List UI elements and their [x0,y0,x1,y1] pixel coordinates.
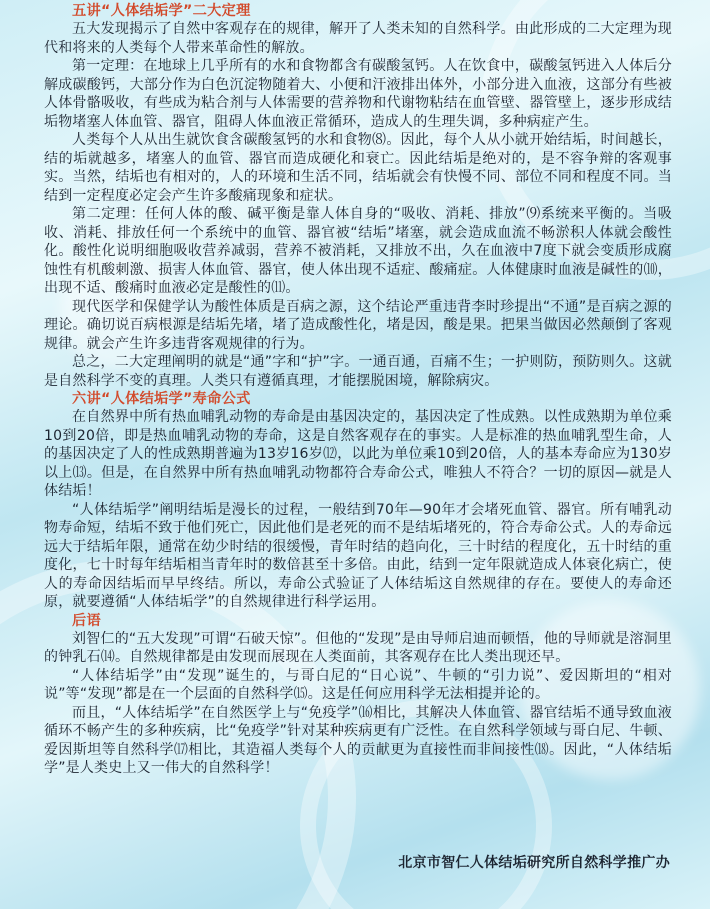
section5-paragraph: 人类每个人从出生就饮食含碳酸氢钙的水和食物⑻。因此，每个人从小就开始结垢，时间越长，结的垢就越多，堵塞人的血管、器官而造成硬化和衰亡。因此结垢是绝对的，是不容争辩的客观事实。当然，结垢也有相对的，人的环境和生活不同，结垢就会有快慢不同、部位不同和程度不同。当结到一定程度必定会产生许多酸痛现象和症状。 [44,132,672,204]
section6-paragraph: “人体结垢学”阐明结垢是漫长的过程，一般结到70年—90年才会堵死血管、器官。所有哺乳动物寿命短，结垢不致于他们死亡，因此他们是老死的而不是结垢堵死的，符合寿命公式。人的寿命远远大于结垢年限，通常在幼少时结的很缓慢，青年时结的趋向化，三十时结的程度化，五十时结的重度化，七十时每年结垢相当青年时的数倍甚至十多倍。由此，结到一定年限就造成人体衰化病亡，使人的寿命因结垢而早早终结。所以，寿命公式验证了人体结垢这自然规律的存在。要使人的寿命还原，就要遵循“人体结垢学”的自然规律进行科学运用。 [44,501,672,610]
section5-paragraph: 总之，二大定理阐明的就是“通”字和“护”字。一通百通，百痛不生；一护则防，预防则久。这就是自然科学不变的真理。人类只有遵循真理，才能摆脱困境，解除病灾。 [44,354,672,389]
section5-paragraph: 现代医学和保健学认为酸性体质是百病之源，这个结论严重违背李时珍提出“不通”是百病之源的理论。确切说百病根源是结垢先堵，堵了造成酸性化，堵是因，酸是果。把果当做因必然颠倒了客观规律。就会产生许多违背客观规律的行为。 [44,298,672,352]
afterword-paragraph: “人体结垢学”由“发现”诞生的，与哥白尼的“日心说”、牛顿的“引力说”、爱因斯坦的“相对说”等“发现”都是在一个层面的自然科学⒂。这是任何应用科学无法相提并论的。 [44,667,672,702]
section5-paragraph: 第二定理：任何人体的酸、碱平衡是靠人体自身的“吸收、消耗、排放”⑼系统来平衡的。当吸收、消耗、排放任何一个系统中的血管、器官被“结垢”堵塞，就会造成血流不畅淤积人体就会酸性化。酸性化说明细胞吸收营养减弱，营养不被消耗，又排放不出，久在血液中7度下就会变质形成腐蚀性有机酸刺激、损害人体血管、器官，使人体出现不适症、酸痛症。人体健康时血液是碱性的⑽，出现不适、酸痛时血液必定是酸性的⑾。 [44,206,672,296]
afterword-heading: 后语 [72,612,101,629]
signature: 北京市智仁人体结垢研究所自然科学推广办 [398,855,670,871]
section6-heading: 六讲“人体结垢学”寿命公式 [72,391,251,407]
afterword-paragraph: 而且，“人体结垢学”在自然医学上与“免疫学”⒃相比，其解决人体血管、器官结垢不通导致血液循环不畅产生的多种疾病，比“免疫学”针对某种疾病更有广泛性。在自然科学领域与哥白尼、牛顿、爱因斯坦等自然科学⒄相比，其造福人类每个人的贡献更为直接性而非间接性⒅。因此，“人体结垢学”是人类史上又一伟大的自然科学！ [44,704,672,776]
section5-paragraph: 五大发现揭示了自然中客观存在的规律，解开了人类未知的自然科学。由此形成的二大定理为现代和将来的人类每个人带来革命性的解放。 [44,21,672,56]
section6-paragraph: 在自然界中所有热血哺乳动物的寿命是由基因决定的，基因决定了性成熟。以性成熟期为单位乘10到20倍，即是热血哺乳动物的寿命，这是自然客观存在的事实。人是标准的热血哺乳型生命，人的基因决定了人的性成熟期普遍为13岁16岁⑿，以此为单位乘10到20倍，人的基本寿命应为130岁以上⒀。但是，在自然界中所有热血哺乳动物都符合寿命公式，唯独人不符合？一切的原因—就是人体结垢！ [44,409,672,499]
afterword-paragraph: 刘智仁的“五大发现”可谓“石破天惊”。但他的“发现”是由导师启迪而顿悟，他的导师就是溶洞里的钟乳石⒁。自然规律都是由发现而展现在人类面前，其客观存在比人类出现还早。 [44,630,672,665]
section5-paragraph: 第一定理：在地球上几乎所有的水和食物都含有碳酸氢钙。人在饮食中，碳酸氢钙进入人体后分解成碳酸钙，大部分作为白色沉淀物随着大、小便和汗液排出体外，小部分进入血液，这部分有些被人体骨骼吸收，有些成为粘合剂与人体需要的营养物和代谢物粘结在血管壁、器管壁上，逐步形成结垢物堵塞人体血管、器官，阻碍人体血液正常循环，造成人的生理失调，多种病症产生。 [44,58,672,130]
section5-heading: 五讲“人体结垢学”二大定理 [72,3,251,19]
